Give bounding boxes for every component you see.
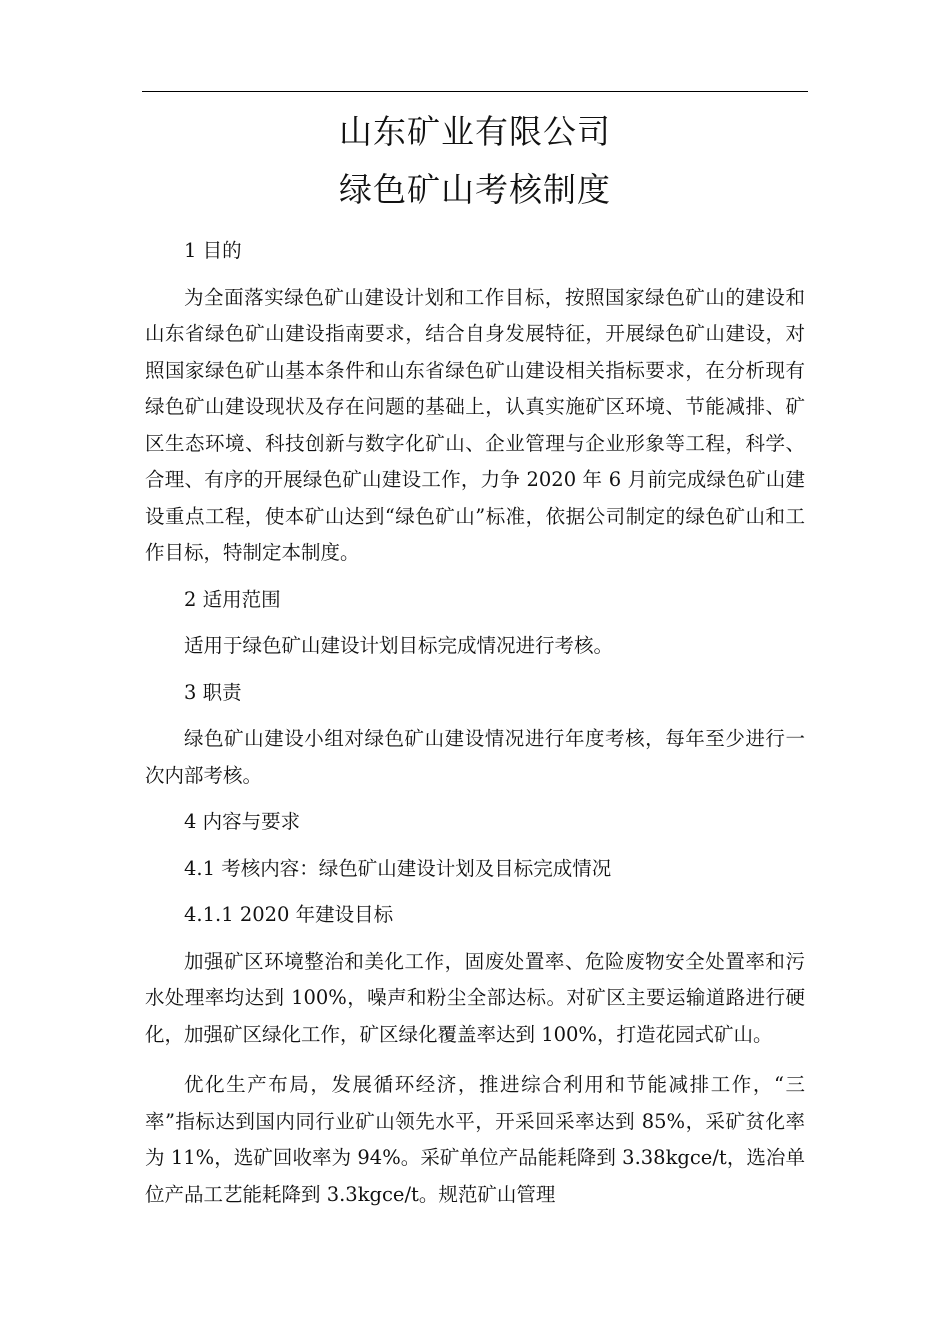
paragraph-scope: 适用于绿色矿山建设计划目标完成情况进行考核。: [184, 634, 614, 657]
document-body: [145, 233, 805, 1223]
paragraph-environment: 加强矿区环境整治和美化工作，固废处置率、危险废物安全处置率和污水处理率均达到 100%，噪声和粉尘全部达标。对矿区主要运输道路进行硬化，加强矿区绿化工作，矿区绿化覆盖率达到 100%，打造花园式矿山。: [145, 949, 805, 1046]
paragraph-responsibility: 绿色矿山建设小组对绿色矿山建设情况进行年度考核，每年至少进行一次内部考核。: [145, 727, 805, 787]
document-title: 绿色矿山考核制度: [339, 170, 611, 209]
header-rule: [142, 91, 808, 92]
section-heading-assessment: 4.1 考核内容：绿色矿山建设计划及目标完成情况: [184, 856, 612, 880]
section-heading-2020-goals: 4.1.1 2020 年建设目标: [184, 903, 394, 926]
section-heading-scope: 2 适用范围: [184, 587, 281, 611]
paragraph-production: 优化生产布局，发展循环经济，推进综合利用和节能减排工作，“三率”指标达到国内同行业矿山领先水平，开采回采率达到 85%，采矿贫化率为 11%，选矿回收率为 94%。采矿单位产品能耗降到 3.38kgce/t，选冶单位产品工艺能耗降到 3.3kgce/t。规范矿山管理: [145, 1073, 805, 1206]
company-title: 山东矿业有限公司: [339, 112, 611, 151]
section-heading-content: 4 内容与要求: [184, 810, 301, 833]
section-heading-purpose: 1 目的: [184, 239, 242, 262]
paragraph-purpose: 为全面落实绿色矿山建设计划和工作目标，按照国家绿色矿山的建设和山东省绿色矿山建设指南要求，结合自身发展特征，开展绿色矿山建设，对照国家绿色矿山基本条件和山东省绿色矿山建设相关指标要求，在分析现有绿色矿山建设现状及存在问题的基础上，认真实施矿区环境、节能减排、矿区生态环境、科技创新与数字化矿山、企业管理与企业形象等工程，科学、合理、有序的开展绿色矿山建设工作，力争 2020 年 6 月前完成绿色矿山建设重点工程，使本矿山达到“绿色矿山”标准，依据公司制定的绿色矿山和工作目标，特制定本制度。: [145, 285, 805, 564]
section-heading-responsibility: 3 职责: [184, 680, 242, 704]
